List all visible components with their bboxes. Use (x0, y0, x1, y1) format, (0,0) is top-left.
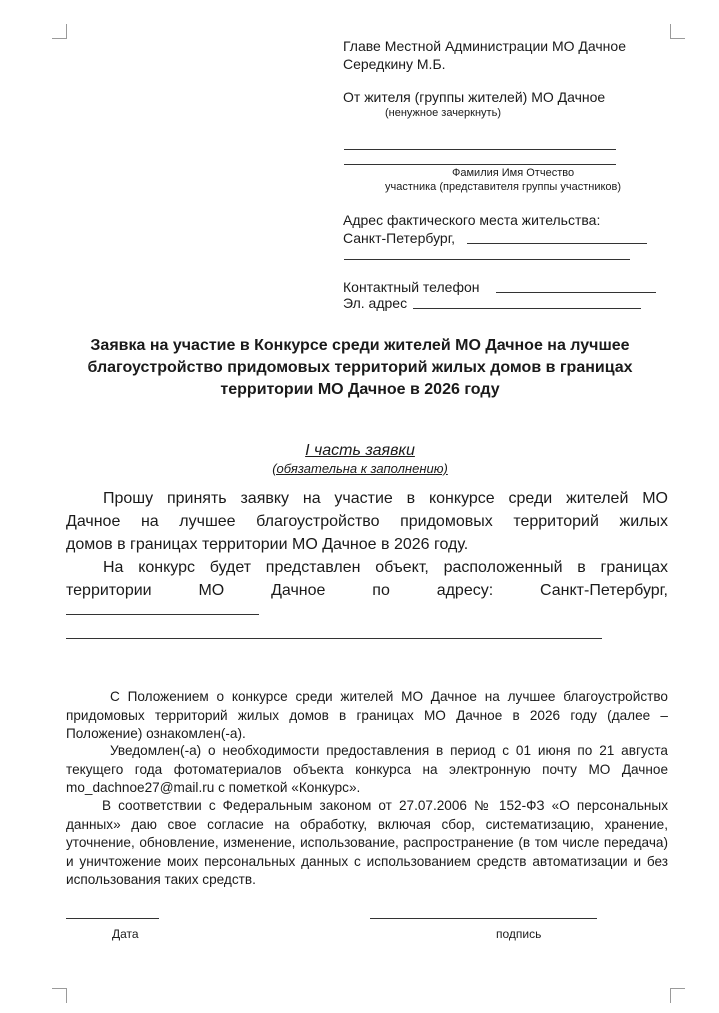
address-field-line-2[interactable] (344, 259, 630, 260)
object-address-line-2[interactable] (66, 638, 602, 639)
email-field-line[interactable] (413, 308, 641, 309)
object-address-line-1[interactable] (66, 614, 259, 615)
part-heading (60, 442, 660, 460)
crop-mark-top-left (52, 24, 67, 39)
signature-label: подпись (496, 927, 542, 941)
part-note (60, 461, 660, 476)
document-title (60, 335, 660, 401)
phone-label: Контактный телефон (343, 279, 480, 295)
consent-paragraph: В соответствии с Федеральным законом от 27.07.2006 № 152-ФЗ «О персональных данных» даю свое согласие на обработку, включая сбор, систематизацию, хранение, уточнение, обновление, изменение, использование, распространение (в том числе передача) и уничтожение моих персональных данных с использованием средств автоматизации и без использования таких средств. (66, 798, 668, 887)
fio-hint: Фамилия Имя Отчество (452, 167, 575, 179)
title-line-2: благоустройство придомовых территорий жилых домов в границах (87, 359, 633, 376)
object-line-1: На конкурс будет представлен объект, расположенный в границах (103, 559, 668, 576)
crop-mark-bottom-right (670, 988, 685, 1003)
crop-mark-bottom-left (52, 988, 67, 1003)
title-line-1: Заявка на участие в Конкурсе среди жителей МО Дачное на лучшее (90, 337, 630, 354)
part-note-text: (обязательна к заполнению) (272, 461, 448, 476)
part-heading-text: I часть заявки (305, 442, 415, 459)
object-line-2: территории МО Дачное по адресу: Санкт-Петербург, (66, 582, 668, 599)
date-label: Дата (112, 927, 139, 941)
request-line-3: домов в границах территории МО Дачное в 2026 году. (66, 536, 469, 553)
addressee-line-1: Главе Местной Администрации МО Дачное (343, 38, 626, 54)
signature-field-line[interactable] (370, 918, 597, 919)
address-label: Адрес фактического места жительства: (343, 212, 601, 228)
email-label: Эл. адрес (343, 295, 408, 311)
crop-mark-top-right (670, 24, 685, 39)
title-line-3: территории МО Дачное в 2026 году (220, 381, 500, 398)
request-line-1: Прошу принять заявку на участие в конкурсе среди жителей МО (103, 490, 668, 507)
name-field-line-1[interactable] (344, 149, 616, 150)
sender-line: От жителя (группы жителей) МО Дачное (343, 89, 606, 105)
request-line-2: Дачное на лучшее благоустройство придомовых территорий жилых (66, 513, 668, 530)
sender-hint: (ненужное зачеркнуть) (385, 107, 501, 119)
addressee-line-2: Середкину М.Б. (343, 56, 446, 72)
fio-hint-2: участника (представителя группы участников) (385, 181, 622, 193)
date-field-line[interactable] (66, 918, 159, 919)
regulation-paragraph: С Положением о конкурсе среди жителей МО Дачное на лучшее благоустройство придомовых территорий жилых домов в границах МО Дачное в 2026 году (далее – Положение) ознакомлен(-а). (66, 689, 668, 741)
notice-paragraph: Уведомлен(-а) о необходимости предоставления в период с 01 июня по 21 августа текущего года фотоматериалов объекта конкурса на электронную почту МО Дачное mo_dachnoe27@mail.ru с пометкой «Конкурс». (66, 743, 668, 795)
name-field-line-2[interactable] (344, 164, 616, 165)
phone-field-line[interactable] (496, 292, 656, 293)
address-city: Санкт-Петербург, (343, 230, 455, 246)
address-field-line-1[interactable] (467, 243, 647, 244)
